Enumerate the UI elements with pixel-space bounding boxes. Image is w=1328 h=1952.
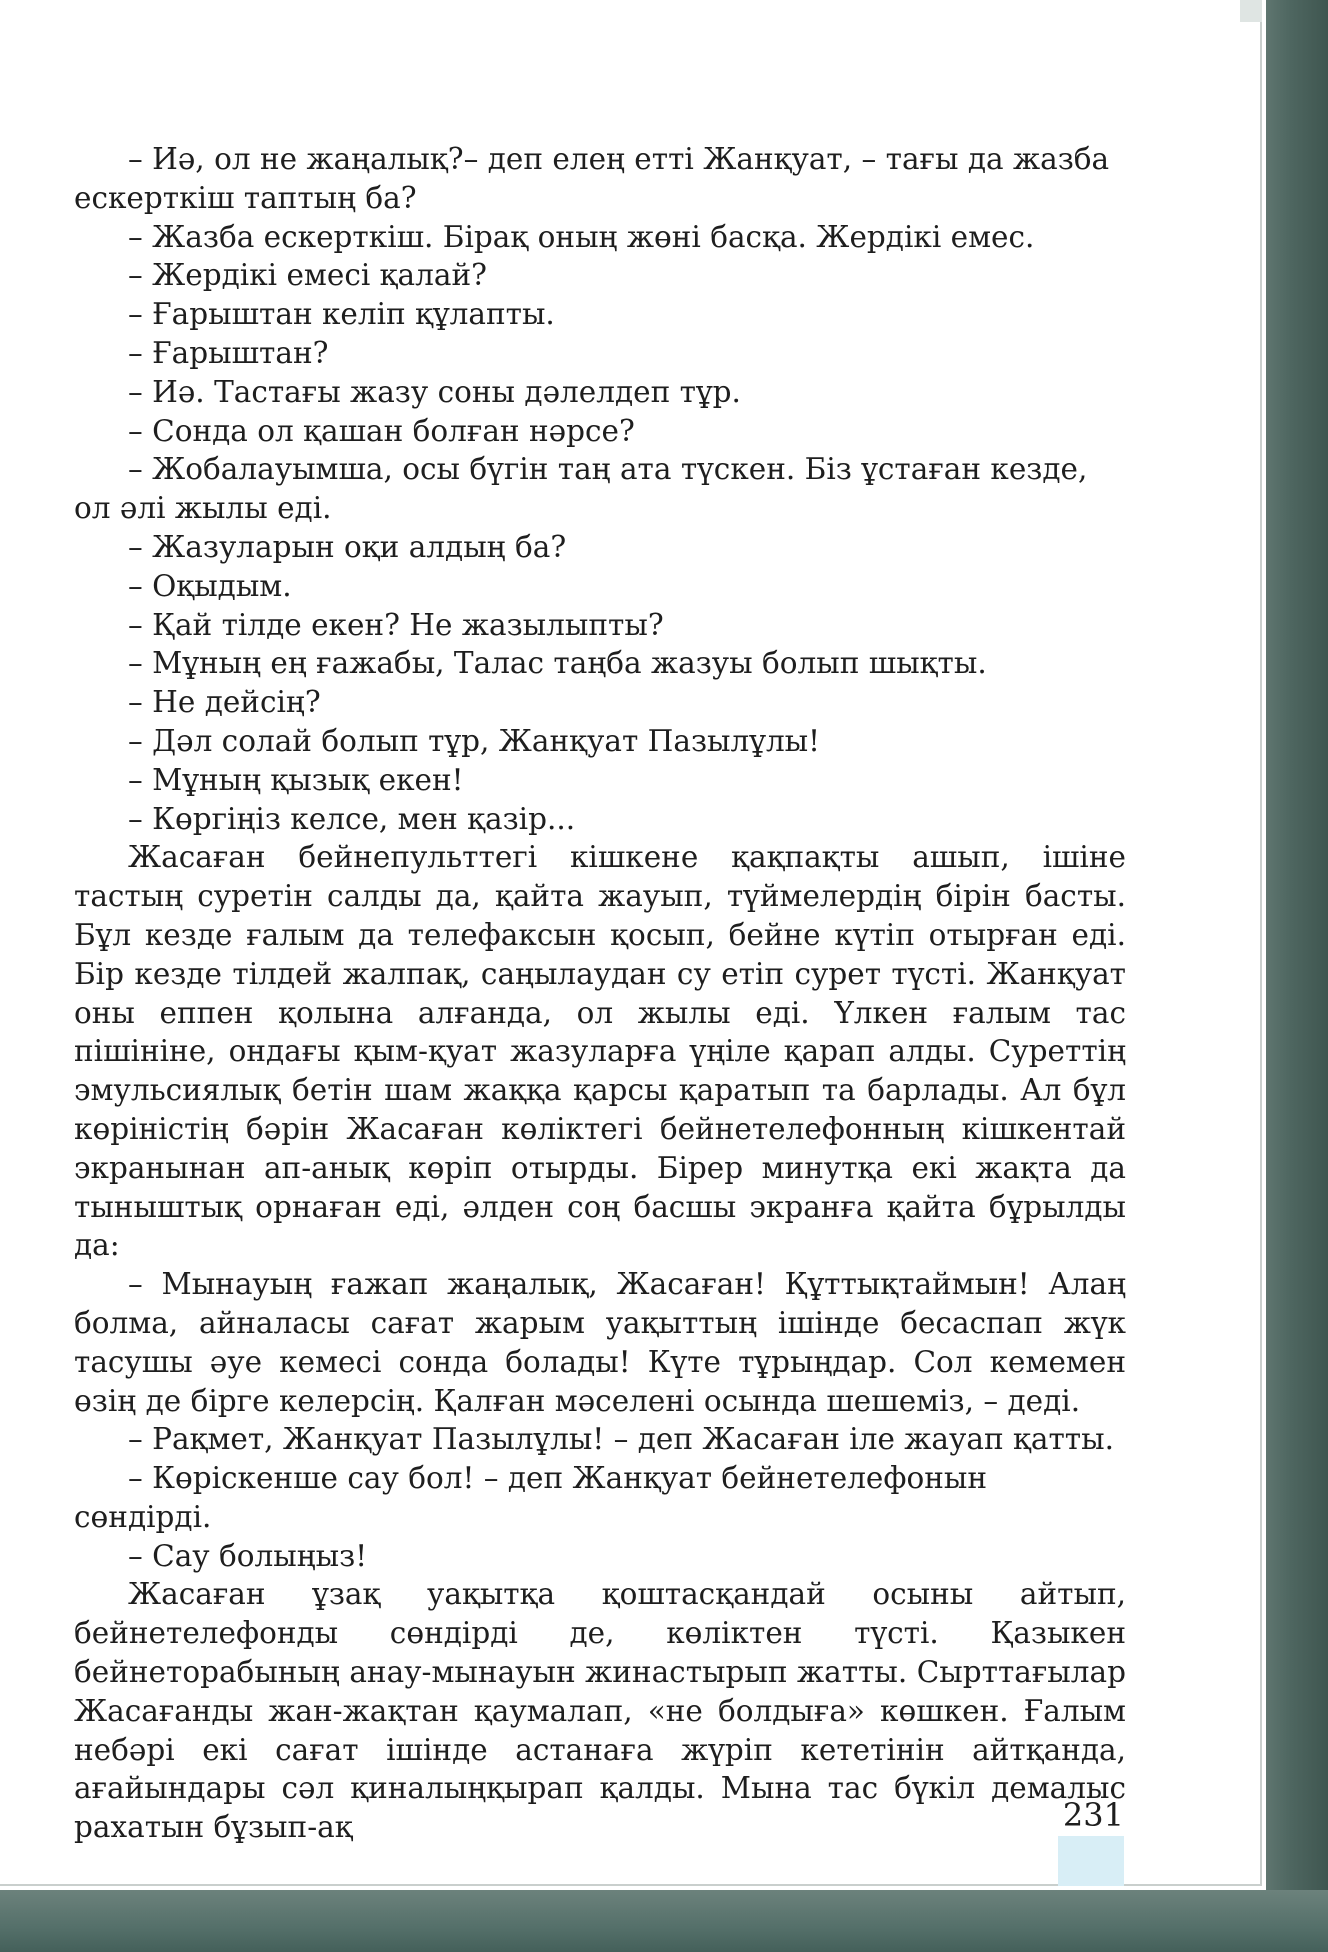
paragraph: – Сонда ол қашан болған нәрсе? <box>128 413 635 448</box>
paragraph: – Көріскенше сау бол! – деп Жанқуат бейнетелефонын сөндірді. <box>74 1461 988 1534</box>
page-number: 231 <box>1062 1796 1124 1834</box>
paragraph: – Иә, ол не жаңалық?– деп елең етті Жанқуат, – тағы да жазба ескерткіш таптың ба? <box>74 142 1110 215</box>
paragraph: – Жазуларын оқи алдың ба? <box>128 529 567 564</box>
paragraph: – Ғарыштан келіп құлапты. <box>128 297 555 332</box>
paragraph: – Иә. Тастағы жазу соны дәлелдеп тұр. <box>128 374 741 409</box>
paragraph: – Жазба ескерткіш. Бірақ оның жөні басқа. Жердікі емес. <box>128 219 1035 254</box>
paragraph: – Дәл солай болып тұр, Жанқуат Пазылұлы! <box>128 723 821 758</box>
page-text <box>74 140 1126 1847</box>
paragraph: Жасаған ұзақ уақытқа қоштасқандай осыны айтып, бейнетелефонды сөндірді де, көліктен түсті. Қазыкен бейнеторабының анау-мынауын жинастырып жатты. Сырттағылар Жасағанды жан-жақтан қаумалап, «не болдыға» көшкен. Ғалым небәрі екі сағат ішінде астанаға жүріп кететінін айтқанда, ағайындары сәл қиналыңқырап қалды. Мына тас бүкіл демалыс рахатын бұзып-ақ <box>74 1577 1126 1845</box>
paragraph: – Көргіңіз келсе, мен қазір... <box>128 801 576 836</box>
paragraph: – Сау болыңыз! <box>128 1538 368 1573</box>
paragraph: – Оқыдым. <box>128 568 292 603</box>
page-corner-shadow <box>1240 0 1262 22</box>
paragraph: – Ғарыштан? <box>128 335 329 370</box>
paragraph: – Мынауың ғажап жаңалық, Жасаған! Құттықтаймын! Алаң болма, айналасы сағат жарым уақыттың ішінде бесаспап жүк тасушы әуе кемесі сонда болады! Күте тұрыңдар. Сол кемемен өзің де бірге келерсің. Қалған мәселені осында шешеміз, – деді. <box>74 1267 1126 1418</box>
paragraph: – Мұның қызық екен! <box>128 762 464 797</box>
paragraph: – Жердікі емесі қалай? <box>128 258 487 293</box>
paragraph: – Мұның ең ғажабы, Талас таңба жазуы болып шықты. <box>128 646 987 681</box>
paragraph: – Қай тілде екен? Не жазылыпты? <box>128 607 664 642</box>
paragraph: – Жобалауымша, осы бүгін таң ата түскен. Біз ұстаған кезде, ол әлі жылы еді. <box>74 452 1088 526</box>
paragraph: – Не дейсің? <box>128 685 321 720</box>
book-cover-bottom-edge <box>0 1890 1328 1952</box>
paragraph: Жасаған бейнепульттегі кішкене қақпақты ашып, ішіне тастың суретін салды да, қайта жауып, түймелердің бірін басты. Бұл кезде ғалым да телефаксын қосып, бейне күтіп отырған еді. Бір кезде тілдей жалпақ, саңылаудан су етіп сурет түсті. Жанқуат оны еппен қолына алғанда, ол жылы еді. Үлкен ғалым тас пішініне, ондағы қым-қуат жазуларға үңіле қарап алды. Суреттің эмульсиялық бетін шам жаққа қарсы қаратып та барлады. Ал бұл көріністің бәрін Жасаған көліктегі бейнетелефонның кішкентай экранынан ап-анық көріп отырды. Бірер минутқа екі жақта да тыныштық орнаған еді, әлден соң басшы экранға қайта бұрылды да: <box>74 840 1126 1263</box>
page-number-tab <box>1058 1836 1124 1886</box>
paragraph: – Рақмет, Жанқуат Пазылұлы! – деп Жасаған іле жауап қатты. <box>128 1422 1114 1457</box>
book-cover-right-edge <box>1266 0 1328 1952</box>
